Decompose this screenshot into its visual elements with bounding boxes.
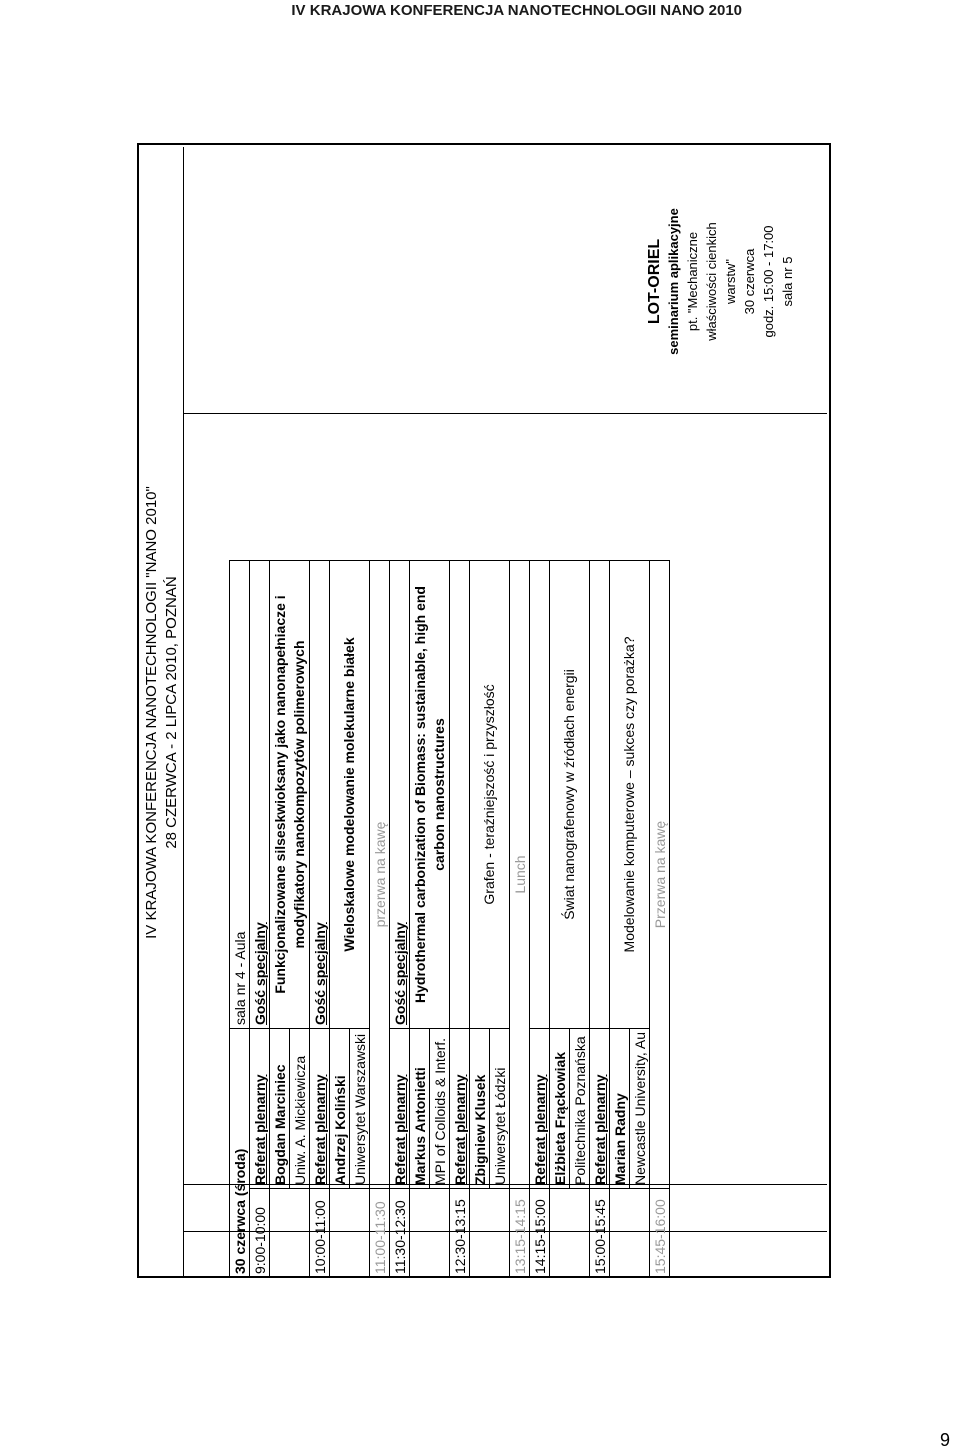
time-slot: 15:45-16:00: [650, 1189, 670, 1278]
schedule-table: [229, 560, 670, 1278]
seminar-room: sala nr 5: [780, 256, 795, 307]
talk-type: Referat plenarny: [530, 1028, 550, 1188]
time-slot: 10:00-11:00: [310, 1189, 330, 1278]
talk-type: Referat plenarny: [390, 1028, 410, 1188]
speaker-affiliation: Uniwersytet Łódzki: [490, 1028, 510, 1188]
table-row: [470, 560, 490, 1277]
conference-dates: 28 CZERWCA - 2 LIPCA 2010, POZNAŃ: [163, 576, 180, 849]
speaker-name: Zbigniew Klusek: [470, 1028, 490, 1188]
session-type: Gość specjalny: [310, 560, 330, 1028]
talk-title: Wieloskalowe modelowanie molekularne białek: [330, 560, 370, 1028]
table-row: [310, 560, 330, 1277]
session-type: Gość specjalny: [250, 560, 270, 1028]
speaker-affiliation: Newcastle University, Au: [630, 1028, 650, 1188]
break-label: Przerwa na kawę: [650, 560, 670, 1188]
talk-type: Referat plenarny: [250, 1028, 270, 1188]
rotated-page: [137, 143, 831, 1278]
table-row: [550, 560, 570, 1277]
seminar-subtitle: seminarium aplikacyjne: [666, 208, 681, 355]
speaker-name: Markus Antonietti: [410, 1028, 430, 1188]
page-number: 9: [940, 1430, 951, 1450]
table-row: [530, 560, 550, 1277]
break-label: przerwa na kawę: [370, 560, 390, 1188]
sidebar-seminar: [645, 149, 825, 414]
title-divider: [183, 147, 184, 1278]
talk-type: Referat plenarny: [450, 1028, 470, 1188]
talk-title: Świat nanografenowy w źródłach energii: [550, 560, 590, 1028]
table-row: [650, 560, 670, 1277]
table-row: [390, 560, 410, 1277]
day-label: 30 czerwca (środa): [230, 1028, 250, 1277]
talk-title: Modelowanie komputerowe – sukces czy porażka?: [610, 560, 650, 1028]
seminar-title: warstw": [723, 258, 738, 305]
speaker-name: Elżbieta Frąckowiak: [550, 1028, 570, 1188]
speaker-affiliation: MPI of Colloids & Interf.: [430, 1028, 450, 1188]
time-slot: 12:30-13:15: [450, 1189, 470, 1278]
speaker-affiliation: Uniwersytet Warszawski: [350, 1028, 370, 1188]
speaker-name: Bogdan Marciniec: [270, 1028, 290, 1188]
time-slot: 11:30-12:30: [390, 1189, 410, 1278]
session-type: Gość specjalny: [390, 560, 410, 1028]
table-row: [250, 560, 270, 1277]
table-row: [610, 560, 630, 1277]
room-label: sala nr 4 - Aula: [230, 560, 250, 1028]
table-row: [330, 560, 350, 1277]
seminar-time: godz. 15:00 - 17:00: [761, 225, 776, 338]
talk-type: Referat plenarny: [310, 1028, 330, 1188]
table-row: [410, 560, 430, 1277]
time-slot: 13:15-14:15: [510, 1189, 530, 1278]
table-row: [510, 560, 530, 1277]
speaker-affiliation: Politechnika Poznańska: [570, 1028, 590, 1188]
running-header: IV KRAJOWA KONFERENCJA NANOTECHNOLOGII NANO 2010: [291, 2, 742, 19]
time-slot: 11:00-11:30: [370, 1189, 390, 1278]
time-slot: 14:15-15:00: [530, 1189, 550, 1278]
seminar-org: LOT-ORIEL: [646, 238, 663, 325]
table-row: [370, 560, 390, 1277]
speaker-name: Marian Radny: [610, 1028, 630, 1188]
table-row: [230, 560, 250, 1277]
time-slot: 15:00-15:45: [590, 1189, 610, 1278]
talk-title: Hydrothermal carbonization of Biomass: sustainable, high end carbon nanostructures: [410, 560, 450, 1028]
talk-type: Referat plenarny: [590, 1028, 610, 1188]
table-row: [590, 560, 610, 1277]
time-slot: 9:00-10:00: [250, 1189, 270, 1278]
speaker-name: Andrzej Koliński: [330, 1028, 350, 1188]
table-row: [450, 560, 470, 1277]
speaker-affiliation: Uniw. A. Mickiewicza: [290, 1028, 310, 1188]
talk-title: Grafen - teraźniejszość i przyszłość: [470, 560, 510, 1028]
seminar-title: właściwości cienkich: [704, 222, 719, 341]
break-label: Lunch: [510, 560, 530, 1188]
seminar-title: pt. "Mechaniczne: [685, 231, 700, 332]
conference-title: IV KRAJOWA KONFERENCJA NANOTECHNOLOGII "NANO 2010": [143, 486, 160, 939]
talk-title: Funkcjonalizowane silseskwioksany jako nanonapełniacze i modyfikatory nanokompozytów polimerowych: [270, 560, 310, 1028]
table-row: [270, 560, 290, 1277]
seminar-date: 30 czerwca: [742, 248, 757, 315]
